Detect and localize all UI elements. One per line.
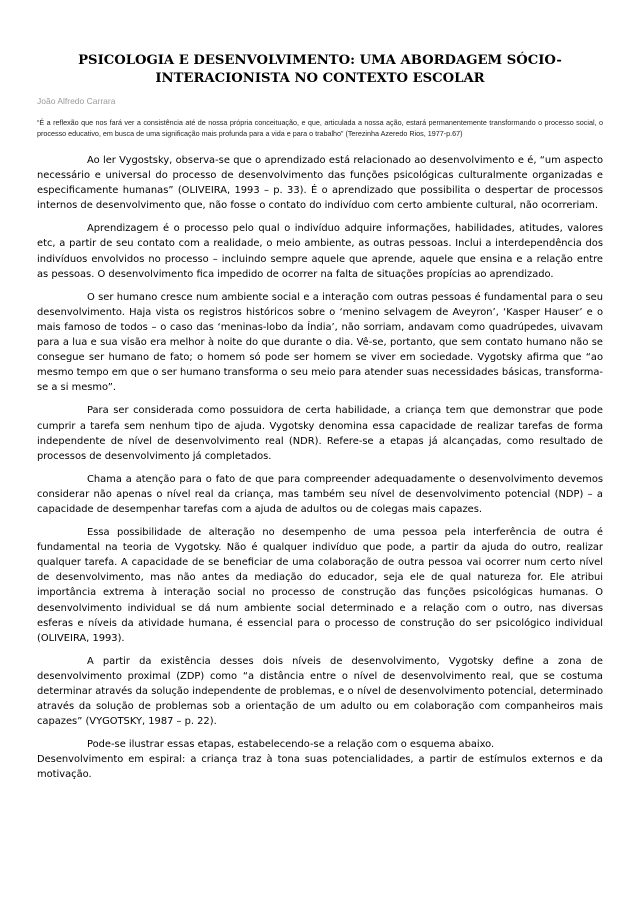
document-title: PSICOLOGIA E DESENVOLVIMENTO: UMA ABORDAGEM SÓCIO-INTERACIONISTA NO CONTEXTO ESCOLAR xyxy=(78,53,562,86)
paragraph: Aprendizagem é o processo pelo qual o indivíduo adquire informações, habilidades, atitudes, valores etc, a partir de seu contato com a realidade, o meio ambiente, as outras pessoas. Inclui a interdependência dos indivíduos envolvidos no processo – incluindo sempre aquele que aprende, aquele que ensina e a relação entre as pessoas. O desenvolvimento fica impedido de ocorrer na falta de situações propícias ao aprendizado. xyxy=(37,223,603,280)
closing-line: Desenvolvimento em espiral: a criança traz à tona suas potencialidades, a partir de estímulos externos e da motivação. xyxy=(37,754,603,781)
epigraph-quote: “É a reflexão que nos fará ver a consistência até de nossa própria conceituação, e que, articulada a nossa ação, estará permanentemente transformando o processo social, o processo educativo, em busca de uma significação mais profunda para a vida e para o trabalho” (Terezinha Azeredo Rios, 1977-p.67) xyxy=(37,118,603,138)
paragraph: Chama a atenção para o fato de que para compreender adequadamente o desenvolvimento devemos considerar não apenas o nível real da criança, mas também seu nível de desenvolvimento potencial (NDP) – a capacidade de desempenhar tarefas com a ajuda de adultos ou de colegas mais capazes. xyxy=(37,473,603,515)
paragraph: O ser humano cresce num ambiente social e a interação com outras pessoas é fundamental para o seu desenvolvimento. Haja vista os registros históricos sobre o ‘menino selvagem de Aveyron’, ‘Kasper Hauser’ e o mais famoso de todos – o caso das ‘meninas-lobo da Índia’, não sorriam, andavam como quadrúpedes, uivavam para a lua e sua visão era melhor à noite do que durante o dia. Vê-se, portanto, que sem contato humano não se consegue ser humano de fato; o homem só pode ser homem se viver em sociedade. Vygotsky afirma que “ao mesmo tempo em que o ser humano transforma o seu meio para atender suas necessidades básicas, transforma-se a si mesmo”. xyxy=(37,291,603,394)
paragraph: Essa possibilidade de alteração no desempenho de uma pessoa pela interferência de outra é fundamental na teoria de Vygotsky. Não é qualquer indivíduo que pode, a partir da ajuda do outro, realizar qualquer tarefa. A capacidade de se beneficiar de uma colaboração de outra pessoa vai ocorrer num certo nível de desenvolvimento, mas não antes da mediação do educador, seja ele de qual natureza for. Ele atribui importância extrema à interação social no processo de construção das funções psicológicas humanas. O desenvolvimento individual se dá num ambiente social determinado e a relação com o outro, nas diversas esferas e níveis da atividade humana, é essencial para o processo de construção do ser psicológico individual (OLIVEIRA, 1993). xyxy=(37,527,603,644)
paragraph: Pode-se ilustrar essas etapas, estabelecendo-se a relação com o esquema abaixo. xyxy=(87,739,495,751)
paragraph: Ao ler Vygostsky, observa-se que o aprendizado está relacionado ao desenvolvimento e é, “um aspecto necessário e universal do processo de desenvolvimento das funções psicológicas culturalmente organizadas e especificamente humanas” (OLIVEIRA, 1993 – p. 33). É o aprendizado que possibilita o despertar de processos internos de desenvolvimento que, não fosse o contato do indivíduo com certo ambiente cultural, não ocorreriam. xyxy=(37,155,603,212)
paragraph: Para ser considerada como possuidora de certa habilidade, a criança tem que demonstrar que pode cumprir a tarefa sem nenhum tipo de ajuda. Vygotsky denomina essa capacidade de realizar tarefas de forma independente de nível de desenvolvimento real (NDR). Refere-se a etapas já alcançadas, como resultado de processos de desenvolvimento já completados. xyxy=(37,405,603,462)
paragraph: A partir da existência desses dois níveis de desenvolvimento, Vygotsky define a zona de desenvolvimento proximal (ZDP) como “a distância entre o nível de desenvolvimento real, que se costuma determinar através da solução independente de problemas, e o nível de desenvolvimento potencial, determinado através da solução de problemas sob a orientação de um adulto ou em colaboração com companheiros mais capazes” (VYGOTSKY, 1987 – p. 22). xyxy=(37,655,603,728)
document-body xyxy=(37,153,603,783)
author-name: João Alfredo Carrara xyxy=(37,96,116,106)
